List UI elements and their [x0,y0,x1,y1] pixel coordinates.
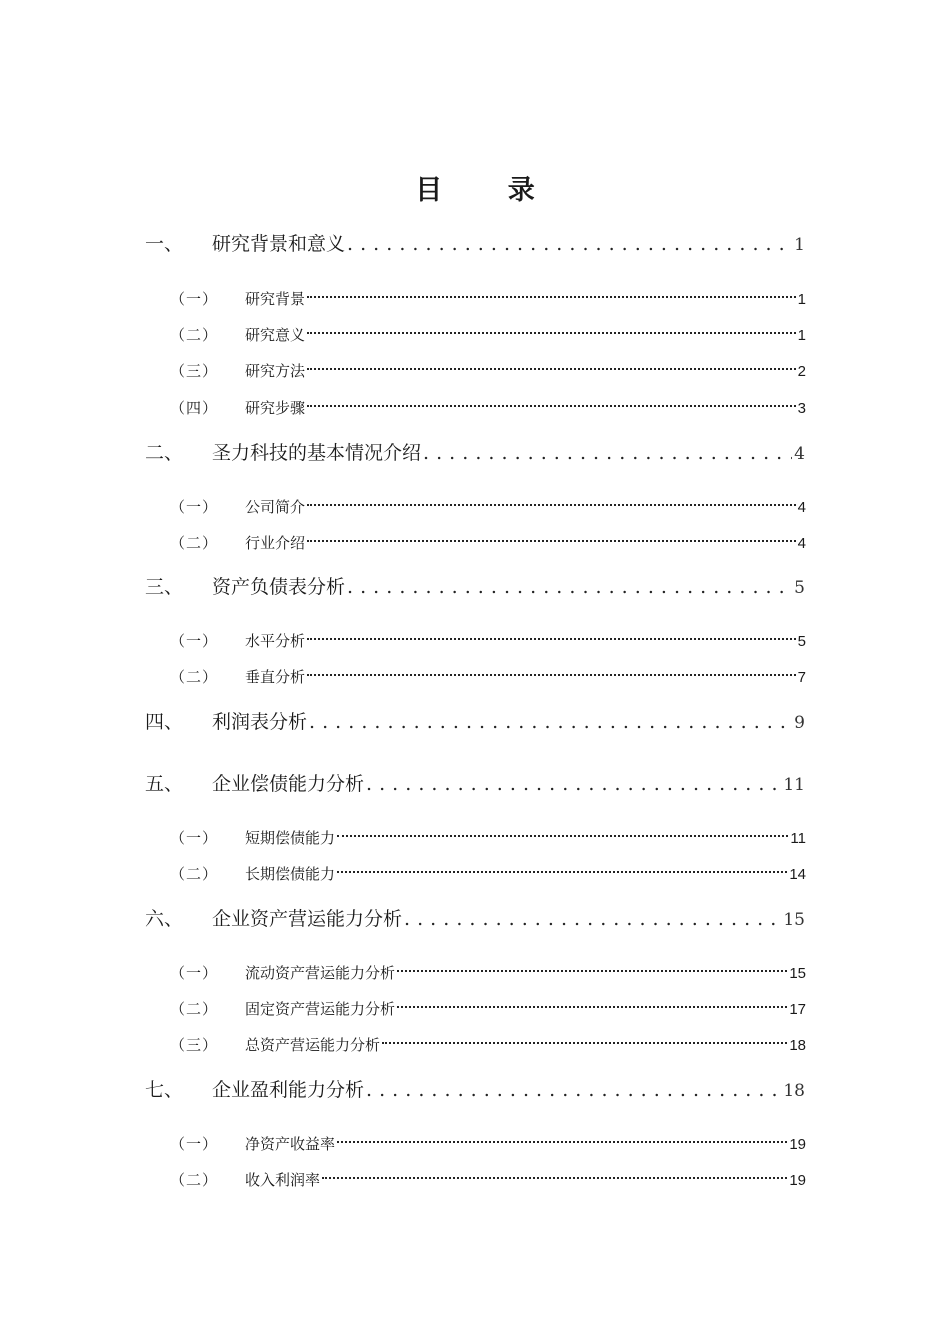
toc-leader-dots [307,389,796,413]
toc-entry-label: 行业介绍 [245,534,306,552]
toc-entry-label: 水平分析 [245,632,306,650]
toc-leader-dots [307,488,796,512]
toc-entry-page: 5 [794,578,805,598]
toc-title: 目 录 [415,175,563,206]
toc-entry-level1[interactable] [145,573,805,601]
toc-entry-page: 19 [789,1136,806,1153]
toc-entry-label: 垂直分析 [245,668,306,686]
toc-entry-page: 1 [794,235,805,255]
toc-entry-label: 公司简介 [245,498,306,516]
toc-entry-level1[interactable] [145,770,805,798]
toc-entry-label: 研究方法 [245,362,306,380]
toc-leader-dots [337,855,787,879]
toc-entry-number: （二） [170,326,219,344]
toc-leader-dots [347,573,792,601]
toc-leader-dots [423,439,792,467]
toc-entry-number: （二） [170,1000,219,1018]
toc-entry-number: （一） [170,1135,219,1153]
toc-entry-number: （一） [170,964,219,982]
toc-entry-level1[interactable] [145,439,805,467]
toc-entry-number: （一） [170,632,219,650]
toc-entry-level2[interactable] [170,855,806,883]
toc-entry-level2[interactable] [170,658,806,686]
toc-entry-label: 总资产营运能力分析 [245,1036,381,1054]
toc-entry-number: （一） [170,498,219,516]
toc-entry-level2[interactable] [170,280,806,308]
toc-entry-level2[interactable] [170,316,806,344]
toc-leader-dots [404,905,781,933]
toc-leader-dots [366,1076,781,1104]
toc-entry-page: 7 [797,669,806,686]
toc-entry-number: 五、 [145,773,184,795]
toc-entry-level1[interactable] [145,708,805,736]
toc-entry-number: 四、 [145,711,184,733]
toc-entry-number: 七、 [145,1079,184,1101]
toc-entry-page: 17 [789,1001,806,1018]
toc-entry-page: 18 [789,1037,806,1054]
toc-entry-level2[interactable] [170,622,806,650]
toc-entry-page: 3 [797,400,806,417]
toc-leader-dots [337,1125,787,1149]
toc-leader-dots [307,316,796,340]
toc-entry-label: 利润表分析 [212,711,308,733]
toc-entry-label: 企业偿债能力分析 [212,773,365,795]
toc-entry-level2[interactable] [170,524,806,552]
toc-entry-label: 企业盈利能力分析 [212,1079,365,1101]
toc-entry-number: （四） [170,399,219,417]
toc-leader-dots [322,1161,787,1185]
toc-entry-number: （三） [170,362,219,380]
toc-entry-page: 11 [783,775,805,795]
toc-entry-label: 资产负债表分析 [212,576,346,598]
toc-entry-level2[interactable] [170,1026,806,1054]
toc-entry-label: 收入利润率 [245,1171,321,1189]
toc-entry-page: 9 [794,713,805,733]
toc-entry-label: 企业资产营运能力分析 [212,908,403,930]
toc-leader-dots [347,230,792,258]
toc-entry-page: 4 [797,499,806,516]
toc-entry-label: 研究背景 [245,290,306,308]
toc-entry-number: 二、 [145,442,184,464]
toc-entry-page: 14 [789,866,806,883]
toc-leader-dots [307,352,796,376]
toc-entry-page: 2 [797,363,806,380]
toc-entry-level2[interactable] [170,1161,806,1189]
toc-entry-label: 净资产收益率 [245,1135,336,1153]
toc-leader-dots [309,708,792,736]
toc-entry-page: 15 [783,910,805,930]
toc-entry-label: 短期偿债能力 [245,829,336,847]
toc-leader-dots [307,524,796,548]
toc-entry-number: （二） [170,534,219,552]
toc-entry-page: 5 [797,633,806,650]
toc-entry-number: （一） [170,829,219,847]
toc-leader-dots [307,622,796,646]
toc-entry-level2[interactable] [170,352,806,380]
toc-entry-level2[interactable] [170,1125,806,1153]
toc-entry-number: （三） [170,1036,219,1054]
toc-entry-level2[interactable] [170,990,806,1018]
toc-leader-dots [397,954,787,978]
toc-entry-number: （一） [170,290,219,308]
toc-entry-number: 三、 [145,576,184,598]
toc-leader-dots [307,658,796,682]
toc-leader-dots [397,990,787,1014]
toc-entry-level1[interactable] [145,1076,805,1104]
toc-entry-level1[interactable] [145,230,805,258]
toc-entry-level2[interactable] [170,954,806,982]
toc-entry-number: （二） [170,1171,219,1189]
toc-entry-number: （二） [170,668,219,686]
toc-entry-label: 长期偿债能力 [245,865,336,883]
toc-entry-level1[interactable] [145,905,805,933]
toc-entry-page: 18 [783,1081,805,1101]
toc-leader-dots [307,280,796,304]
toc-entry-label: 研究背景和意义 [212,233,346,255]
toc-entry-label: 固定资产营运能力分析 [245,1000,396,1018]
toc-entry-number: 六、 [145,908,184,930]
toc-entry-page: 15 [789,965,806,982]
toc-entry-level2[interactable] [170,488,806,516]
toc-entry-label: 研究意义 [245,326,306,344]
toc-entry-page: 11 [790,830,806,847]
toc-entry-page: 4 [797,535,806,552]
toc-entry-level2[interactable] [170,389,806,417]
toc-entry-number: （二） [170,865,219,883]
toc-entry-page: 1 [797,291,806,308]
toc-leader-dots [337,819,788,843]
toc-entry-label: 圣力科技的基本情况介绍 [212,442,422,464]
toc-entry-label: 研究步骤 [245,399,306,417]
toc-entry-page: 19 [789,1172,806,1189]
toc-leader-dots [382,1026,787,1050]
toc-entry-level2[interactable] [170,819,806,847]
toc-entry-page: 4 [794,444,805,464]
toc-entry-label: 流动资产营运能力分析 [245,964,396,982]
toc-entry-page: 1 [797,327,806,344]
toc-entry-number: 一、 [145,233,184,255]
toc-leader-dots [366,770,781,798]
